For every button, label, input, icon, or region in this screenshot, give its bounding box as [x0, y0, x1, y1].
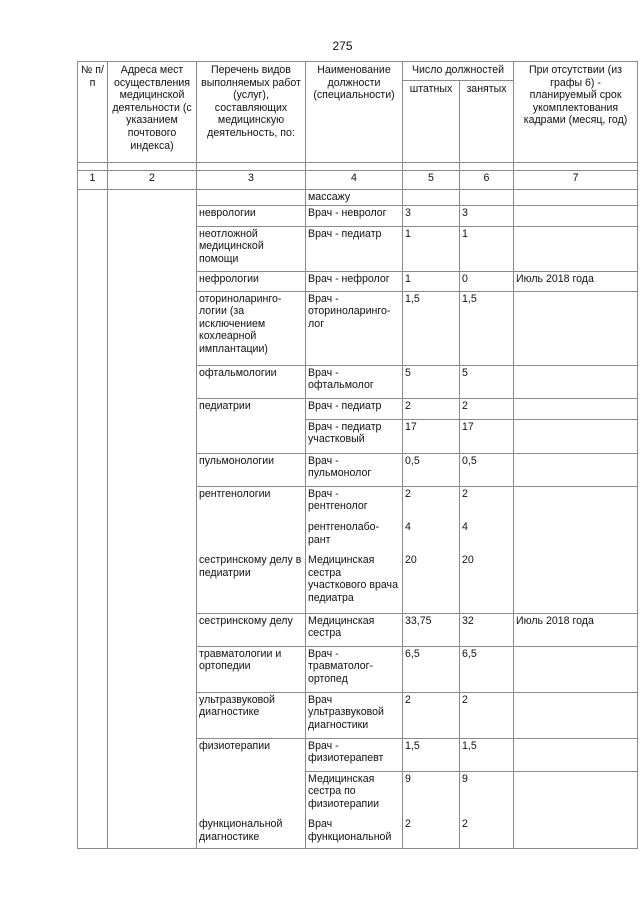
term-cell: [514, 226, 638, 271]
filled-cell: 6,5: [460, 646, 514, 692]
staff-cell: 33,75: [403, 613, 460, 646]
position-cell: Врач - пульмонолог: [306, 453, 403, 486]
term-cell: [514, 398, 638, 419]
header-filled: занятых: [460, 81, 514, 163]
header-address: Адреса мест осуществления медицинской деятельности (с указанием почтового индекса): [108, 62, 197, 163]
staffing-table: [77, 61, 638, 849]
position-cell: Врач - невролог: [306, 205, 403, 226]
column-number: 6: [460, 171, 514, 190]
filled-cell: 3: [460, 205, 514, 226]
column-number: 3: [197, 171, 306, 190]
staff-cell: 1: [403, 271, 460, 291]
position-cell: рентгенолабо-рант: [306, 520, 403, 553]
staff-cell: 4: [403, 520, 460, 553]
table-header: [78, 62, 638, 163]
work-cell: [197, 419, 306, 453]
position-cell: Врач - травматолог-ортопед: [306, 646, 403, 692]
position-cell: массажу: [306, 190, 403, 206]
filled-cell: 0: [460, 271, 514, 291]
term-cell: [514, 771, 638, 817]
term-cell: [514, 692, 638, 738]
staff-cell: 6,5: [403, 646, 460, 692]
term-cell: [514, 738, 638, 771]
column-number: 1: [78, 171, 108, 190]
staff-cell: 2: [403, 486, 460, 520]
header-planned-term: При отсутствии (из графы 6) - планируемый срок укомплектования кадрами (месяц, год): [514, 62, 638, 163]
staff-cell: 5: [403, 365, 460, 398]
term-cell: Июль 2018 года: [514, 271, 638, 291]
work-cell: пульмонологии: [197, 453, 306, 486]
filled-cell: 1,5: [460, 291, 514, 365]
position-cell: Врач - офтальмолог: [306, 365, 403, 398]
filled-cell: 20: [460, 553, 514, 613]
position-cell: Врач - педиатр: [306, 226, 403, 271]
work-cell: травматологии и ортопедии: [197, 646, 306, 692]
filled-cell: 2: [460, 817, 514, 848]
staff-cell: 1,5: [403, 738, 460, 771]
page-number: 275: [332, 39, 353, 53]
term-cell: [514, 817, 638, 848]
position-cell: Врач ультразвуковой диагностики: [306, 692, 403, 738]
filled-cell: 2: [460, 486, 514, 520]
term-cell: [514, 419, 638, 453]
work-cell: [197, 520, 306, 553]
header-positions-count: Число должностей: [403, 62, 514, 81]
header-spacer: [78, 163, 638, 171]
position-cell: Врач - педиатр: [306, 398, 403, 419]
number-cell: [78, 190, 108, 849]
work-cell: нефрологии: [197, 271, 306, 291]
term-cell: [514, 205, 638, 226]
header-staff: штатных: [403, 81, 460, 163]
filled-cell: 17: [460, 419, 514, 453]
filled-cell: 4: [460, 520, 514, 553]
position-cell: Медицинская сестра участкового врача педиатра: [306, 553, 403, 613]
term-cell: [514, 553, 638, 613]
term-cell: [514, 486, 638, 520]
filled-cell: 32: [460, 613, 514, 646]
position-cell: Врач - педиатр участковый: [306, 419, 403, 453]
staff-cell: 17: [403, 419, 460, 453]
staff-cell: 0,5: [403, 453, 460, 486]
position-cell: Врач - нефролог: [306, 271, 403, 291]
header-number: № п/п: [78, 62, 108, 163]
position-cell: Медицинская сестра: [306, 613, 403, 646]
position-cell: Врач функциональной: [306, 817, 403, 848]
column-number: 7: [514, 171, 638, 190]
filled-cell: 2: [460, 398, 514, 419]
term-cell: [514, 365, 638, 398]
header-work-types: Перечень видов выполняемых работ (услуг), составляющих медицинскую деятельность, по:: [197, 62, 306, 163]
staff-cell: 2: [403, 398, 460, 419]
work-cell: рентгенологии: [197, 486, 306, 520]
address-cell: [108, 190, 197, 849]
column-number: 5: [403, 171, 460, 190]
work-cell: сестринскому делу: [197, 613, 306, 646]
work-cell: [197, 190, 306, 206]
term-cell: [514, 520, 638, 553]
work-cell: ультразвуковой диагностике: [197, 692, 306, 738]
work-cell: неотложной медицинской помощи: [197, 226, 306, 271]
column-numbers-row: [78, 171, 638, 190]
table-row: [78, 190, 638, 206]
term-cell: [514, 646, 638, 692]
staff-cell: 2: [403, 817, 460, 848]
filled-cell: 5: [460, 365, 514, 398]
column-number: 4: [306, 171, 403, 190]
filled-cell: 2: [460, 692, 514, 738]
position-cell: Медицинская сестра по физиотерапии: [306, 771, 403, 817]
staff-cell: 9: [403, 771, 460, 817]
staff-cell: 1: [403, 226, 460, 271]
work-cell: функциональной диагностике: [197, 817, 306, 848]
term-cell: [514, 291, 638, 365]
work-cell: сестринскому делу в педиатрии: [197, 553, 306, 613]
term-cell: [514, 453, 638, 486]
position-cell: Врач - физиотерапевт: [306, 738, 403, 771]
work-cell: [197, 771, 306, 817]
staff-cell: 3: [403, 205, 460, 226]
filled-cell: 9: [460, 771, 514, 817]
work-cell: физиотерапии: [197, 738, 306, 771]
work-cell: оториноларинго-логии (за исключением кохлеарной имплантации): [197, 291, 306, 365]
position-cell: Врач - оториноларинго-лог: [306, 291, 403, 365]
position-cell: Врач - рентгенолог: [306, 486, 403, 520]
header-position: Наименование должности (специальности): [306, 62, 403, 163]
filled-cell: 0,5: [460, 453, 514, 486]
staff-cell: 20: [403, 553, 460, 613]
filled-cell: 1: [460, 226, 514, 271]
work-cell: неврологии: [197, 205, 306, 226]
staff-cell: 1,5: [403, 291, 460, 365]
filled-cell: 1,5: [460, 738, 514, 771]
staff-cell: 2: [403, 692, 460, 738]
column-number: 2: [108, 171, 197, 190]
work-cell: педиатрии: [197, 398, 306, 419]
work-cell: офтальмологии: [197, 365, 306, 398]
term-cell: Июль 2018 года: [514, 613, 638, 646]
